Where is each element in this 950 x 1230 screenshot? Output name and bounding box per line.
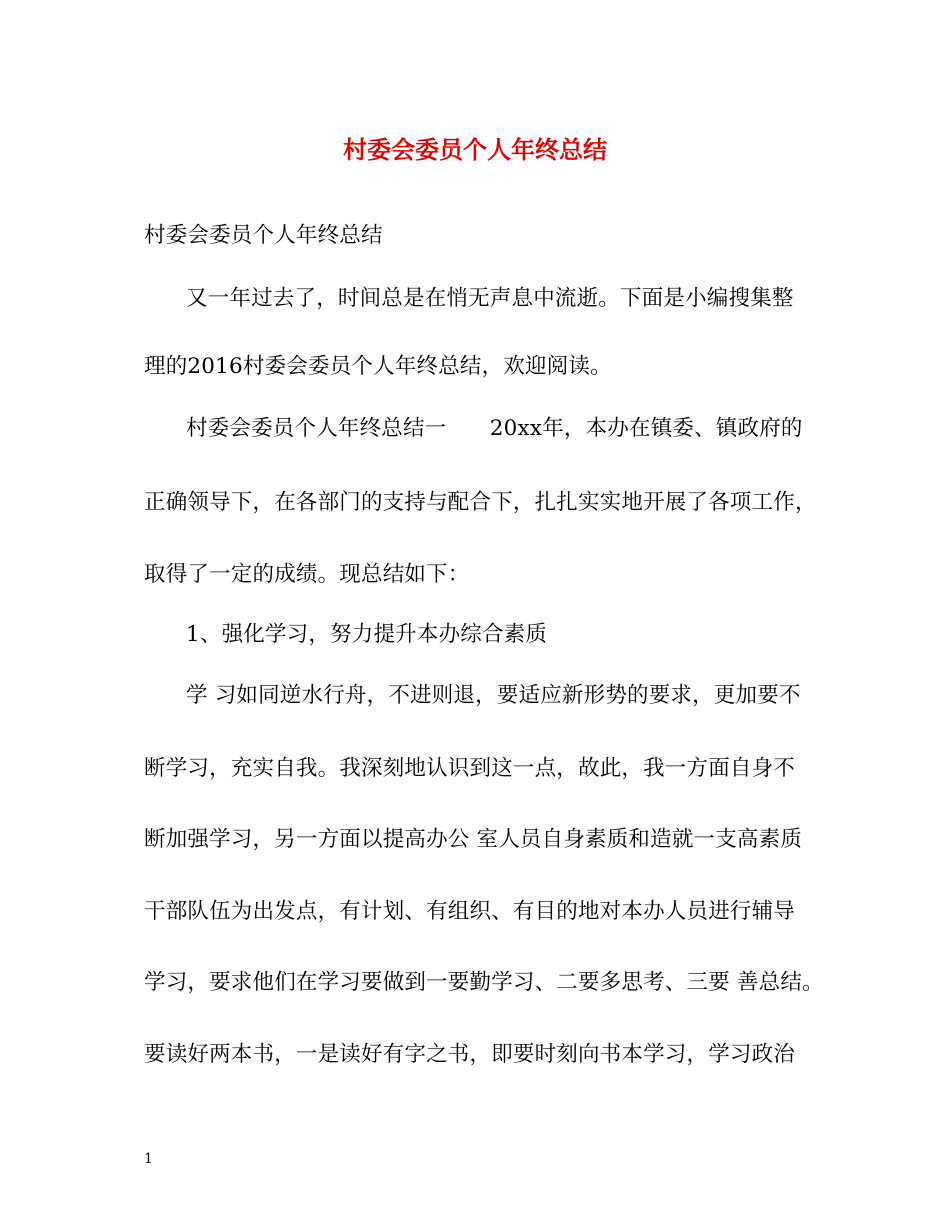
paragraph-line: 村委会委员个人年终总结一 20xx年，本办在镇委、镇政府的: [186, 416, 803, 441]
paragraph-line: 干部队伍为出发点，有计划、有组织、有目的地对本办人员进行辅导: [144, 899, 796, 924]
paragraph-line: 又一年过去了，时间总是在悄无声息中流逝。下面是小编搜集整: [186, 286, 794, 311]
section-heading: 1、强化学习，努力提升本办综合素质: [186, 622, 548, 647]
paragraph-line: 正确领导下，在各部门的支持与配合下，扎扎实实地开展了各项工作，: [144, 490, 817, 515]
document-title: 村委会委员个人年终总结: [343, 135, 607, 164]
page-number: 1: [144, 1151, 153, 1167]
subtitle-line: 村委会委员个人年终总结: [144, 223, 383, 248]
paragraph-line: 学习，要求他们在学习要做到一要勤学习、二要多思考、三要 善总结。: [144, 970, 824, 995]
paragraph-line: 断加强学习，另一方面以提高办公 室人员自身素质和造就一支高素质: [144, 827, 803, 852]
paragraph-line: 取得了一定的成绩。现总结如下：: [144, 562, 470, 587]
paragraph-line: 理的2016村委会委员个人年终总结，欢迎阅读。: [144, 354, 612, 379]
paragraph-line: 学 习如同逆水行舟，不进则退，要适应新形势的要求，更加要不: [186, 683, 801, 708]
paragraph-line: 断学习，充实自我。我深刻地认识到这一点，故此，我一方面自身不: [144, 756, 796, 781]
paragraph-line: 要读好两本书，一是读好有字之书，即要时刻向书本学习，学习政治: [144, 1042, 796, 1067]
